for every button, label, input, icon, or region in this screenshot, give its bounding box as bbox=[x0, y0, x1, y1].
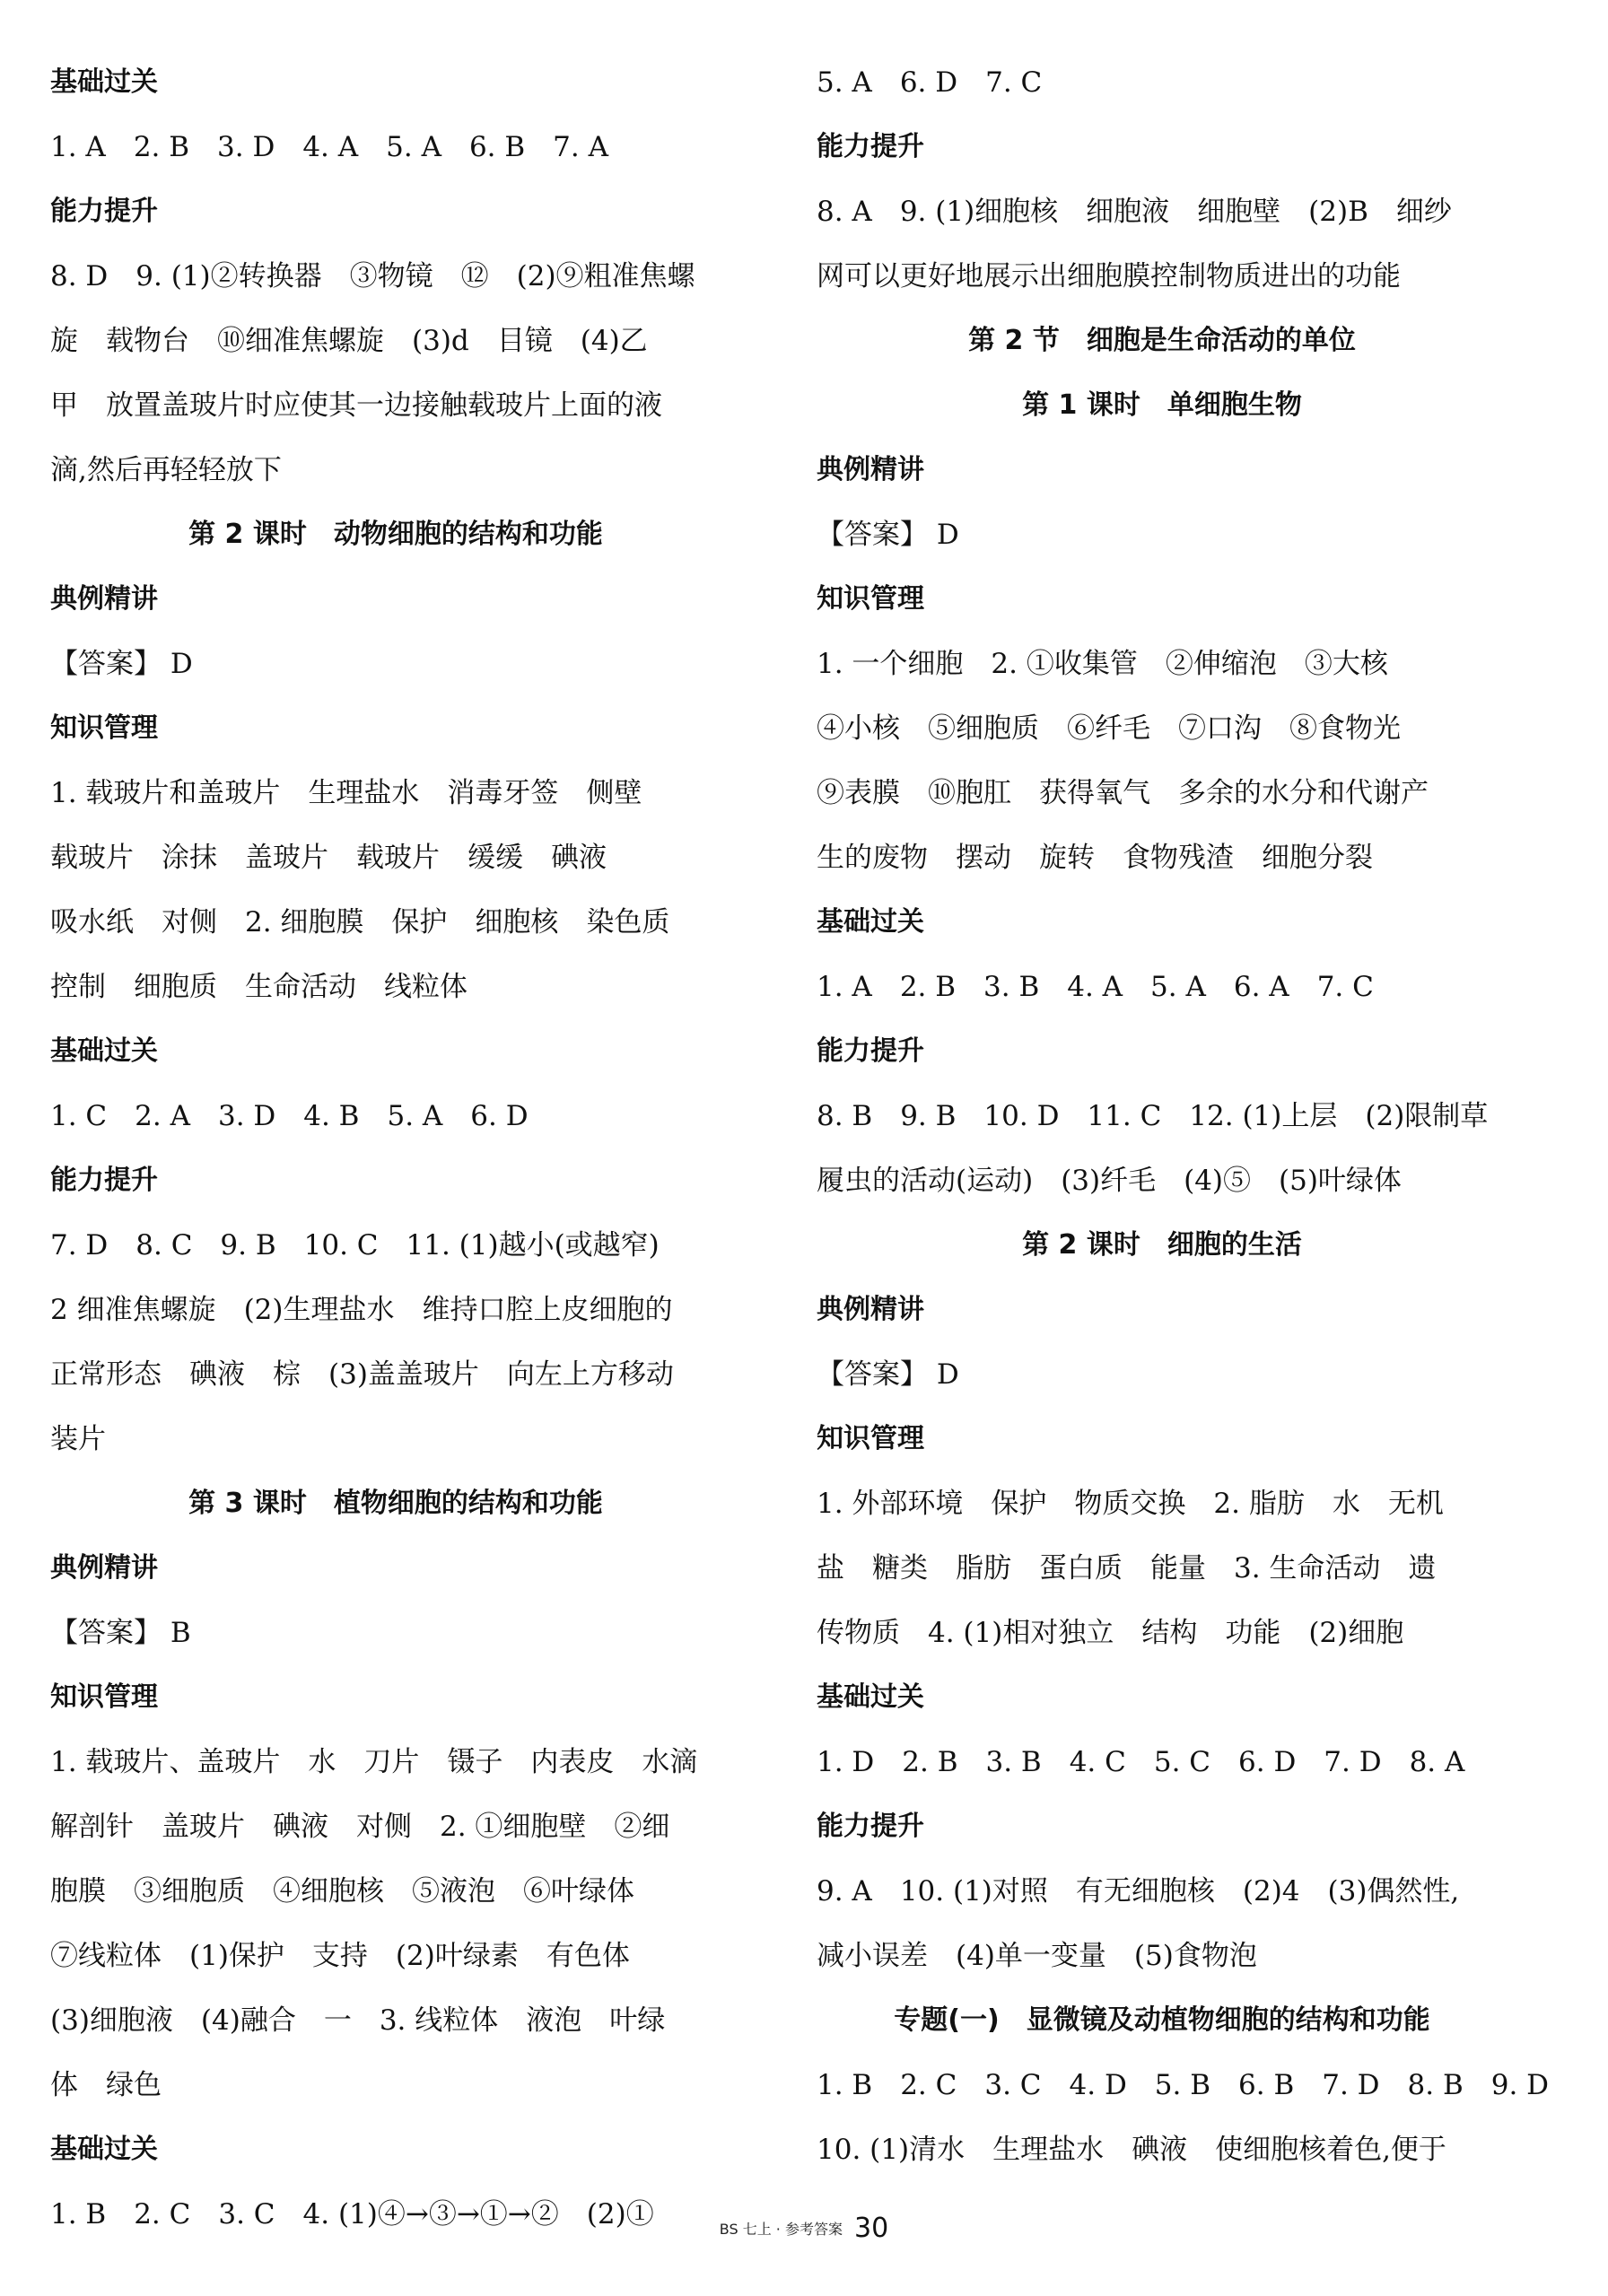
section-label: 知识管理 bbox=[817, 583, 924, 615]
section-label: 基础过关 bbox=[50, 66, 158, 98]
section-label: 典例精讲 bbox=[50, 1552, 158, 1584]
answer-text-line: 7. D 8. C 9. B 10. C 11. (1)越小(或越窄) bbox=[50, 1229, 660, 1261]
lesson-heading: 第 1 课时 单细胞生物 bbox=[1022, 389, 1302, 421]
section-label: 能力提升 bbox=[50, 196, 158, 227]
answer-text-line: 盐 糖类 脂肪 蛋白质 能量 3. 生命活动 遗 bbox=[817, 1552, 1437, 1585]
answer-line: 【答案】 D bbox=[817, 1358, 959, 1391]
answer-text-line: 履虫的活动(运动) (3)纤毛 (4)⑤ (5)叶绿体 bbox=[817, 1165, 1402, 1197]
answer-text-line: 正常形态 碘液 棕 (3)盖盖玻片 向左上方移动 bbox=[50, 1358, 674, 1391]
answer-text-line: 减小误差 (4)单一变量 (5)食物泡 bbox=[817, 1940, 1257, 1972]
lesson-heading: 第 2 节 细胞是生命活动的单位 bbox=[968, 325, 1356, 356]
section-label: 基础过关 bbox=[50, 2134, 158, 2165]
answer-text-line: 1. C 2. A 3. D 4. B 5. A 6. D bbox=[50, 1100, 529, 1132]
answer-text-line: 传物质 4. (1)相对独立 结构 功能 (2)细胞 bbox=[817, 1617, 1404, 1649]
answer-line: 【答案】 D bbox=[817, 519, 959, 551]
answer-text-line: 滴,然后再轻轻放下 bbox=[50, 454, 282, 486]
left-column bbox=[50, 56, 741, 2252]
answer-text-line: 1. 一个细胞 2. ①收集管 ②伸缩泡 ③大核 bbox=[817, 648, 1388, 680]
answer-text-line: 10. (1)清水 生理盐水 碘液 使细胞核着色,便于 bbox=[817, 2134, 1446, 2166]
section-label: 基础过关 bbox=[817, 906, 924, 938]
answer-text-line: 8. B 9. B 10. D 11. C 12. (1)上层 (2)限制草 bbox=[817, 1100, 1489, 1132]
section-label: 知识管理 bbox=[50, 712, 158, 744]
section-label: 基础过关 bbox=[817, 1681, 924, 1713]
page-footer bbox=[0, 2213, 1608, 2244]
answer-line: 【答案】 D bbox=[50, 648, 193, 680]
answer-text-line: 1. B 2. C 3. C 4. (1)④→③→①→② (2)① bbox=[50, 2198, 654, 2231]
answer-text-line: 控制 细胞质 生命活动 线粒体 bbox=[50, 971, 468, 1003]
section-label: 典例精讲 bbox=[50, 583, 158, 615]
answer-text-line: 1. B 2. C 3. C 4. D 5. B 6. B 7. D 8. B 9. D bbox=[817, 2069, 1550, 2101]
answer-text-line: 1. 载玻片和盖玻片 生理盐水 消毒牙签 侧壁 bbox=[50, 777, 642, 809]
answer-text-line: 生的废物 摆动 旋转 食物残渣 细胞分裂 bbox=[817, 842, 1373, 874]
answer-text-line: 1. A 2. B 3. D 4. A 5. A 6. B 7. A bbox=[50, 131, 608, 163]
right-column bbox=[817, 56, 1550, 2187]
answer-text-line: ⑦线粒体 (1)保护 支持 (2)叶绿素 有色体 bbox=[50, 1940, 630, 1972]
section-label: 典例精讲 bbox=[817, 454, 924, 485]
answer-text-line: 网可以更好地展示出细胞膜控制物质进出的功能 bbox=[817, 260, 1401, 292]
footer-label: BS 七上 · 参考答案 bbox=[719, 2221, 843, 2238]
section-label: 能力提升 bbox=[817, 131, 924, 162]
section-label: 基础过关 bbox=[50, 1035, 158, 1067]
answer-text-line: 解剖针 盖玻片 碘液 对侧 2. ①细胞壁 ②细 bbox=[50, 1811, 670, 1843]
answer-text-line: 1. 载玻片、盖玻片 水 刀片 镊子 内表皮 水滴 bbox=[50, 1746, 698, 1778]
answer-text-line: 装片 bbox=[50, 1423, 106, 1455]
lesson-heading: 第 3 课时 植物细胞的结构和功能 bbox=[188, 1488, 603, 1519]
answer-text-line: ④小核 ⑤细胞质 ⑥纤毛 ⑦口沟 ⑧食物光 bbox=[817, 712, 1401, 745]
answer-text-line: 体 绿色 bbox=[50, 2069, 162, 2101]
page-number: 30 bbox=[854, 2213, 889, 2244]
section-label: 能力提升 bbox=[817, 1811, 924, 1842]
lesson-heading: 第 2 课时 动物细胞的结构和功能 bbox=[188, 519, 603, 550]
answer-text-line: 2 细准焦螺旋 (2)生理盐水 维持口腔上皮细胞的 bbox=[50, 1294, 673, 1326]
answer-text-line: 8. A 9. (1)细胞核 细胞液 细胞壁 (2)B 细纱 bbox=[817, 196, 1452, 228]
section-label: 能力提升 bbox=[817, 1035, 924, 1067]
answer-text-line: 9. A 10. (1)对照 有无细胞核 (2)4 (3)偶然性, bbox=[817, 1875, 1460, 1908]
answer-text-line: ⑨表膜 ⑩胞肛 获得氧气 多余的水分和代谢产 bbox=[817, 777, 1429, 809]
answer-text-line: (3)细胞液 (4)融合 一 3. 线粒体 液泡 叶绿 bbox=[50, 2004, 666, 2037]
answer-line: 【答案】 B bbox=[50, 1617, 191, 1649]
section-label: 知识管理 bbox=[817, 1423, 924, 1454]
lesson-heading: 专题(一) 显微镜及动植物细胞的结构和功能 bbox=[894, 2004, 1430, 2036]
answer-text-line: 5. A 6. D 7. C bbox=[817, 66, 1043, 99]
lesson-heading: 第 2 课时 细胞的生活 bbox=[1022, 1229, 1302, 1261]
answer-text-line: 载玻片 涂抹 盖玻片 载玻片 缓缓 碘液 bbox=[50, 842, 607, 874]
answer-text-line: 甲 放置盖玻片时应使其一边接触载玻片上面的液 bbox=[50, 389, 662, 422]
answer-text-line: 旋 载物台 ⑩细准焦螺旋 (3)d 目镜 (4)乙 bbox=[50, 325, 648, 357]
answer-text-line: 胞膜 ③细胞质 ④细胞核 ⑤液泡 ⑥叶绿体 bbox=[50, 1875, 634, 1908]
section-label: 典例精讲 bbox=[817, 1294, 924, 1325]
answer-text-line: 1. D 2. B 3. B 4. C 5. C 6. D 7. D 8. A bbox=[817, 1746, 1465, 1778]
answer-text-line: 吸水纸 对侧 2. 细胞膜 保护 细胞核 染色质 bbox=[50, 906, 670, 938]
answer-text-line: 1. 外部环境 保护 物质交换 2. 脂肪 水 无机 bbox=[817, 1488, 1444, 1520]
section-label: 知识管理 bbox=[50, 1681, 158, 1713]
section-label: 能力提升 bbox=[50, 1165, 158, 1196]
answer-text-line: 1. A 2. B 3. B 4. A 5. A 6. A 7. C bbox=[817, 971, 1374, 1003]
answer-text-line: 8. D 9. (1)②转换器 ③物镜 ⑫ (2)⑨粗准焦螺 bbox=[50, 260, 695, 292]
